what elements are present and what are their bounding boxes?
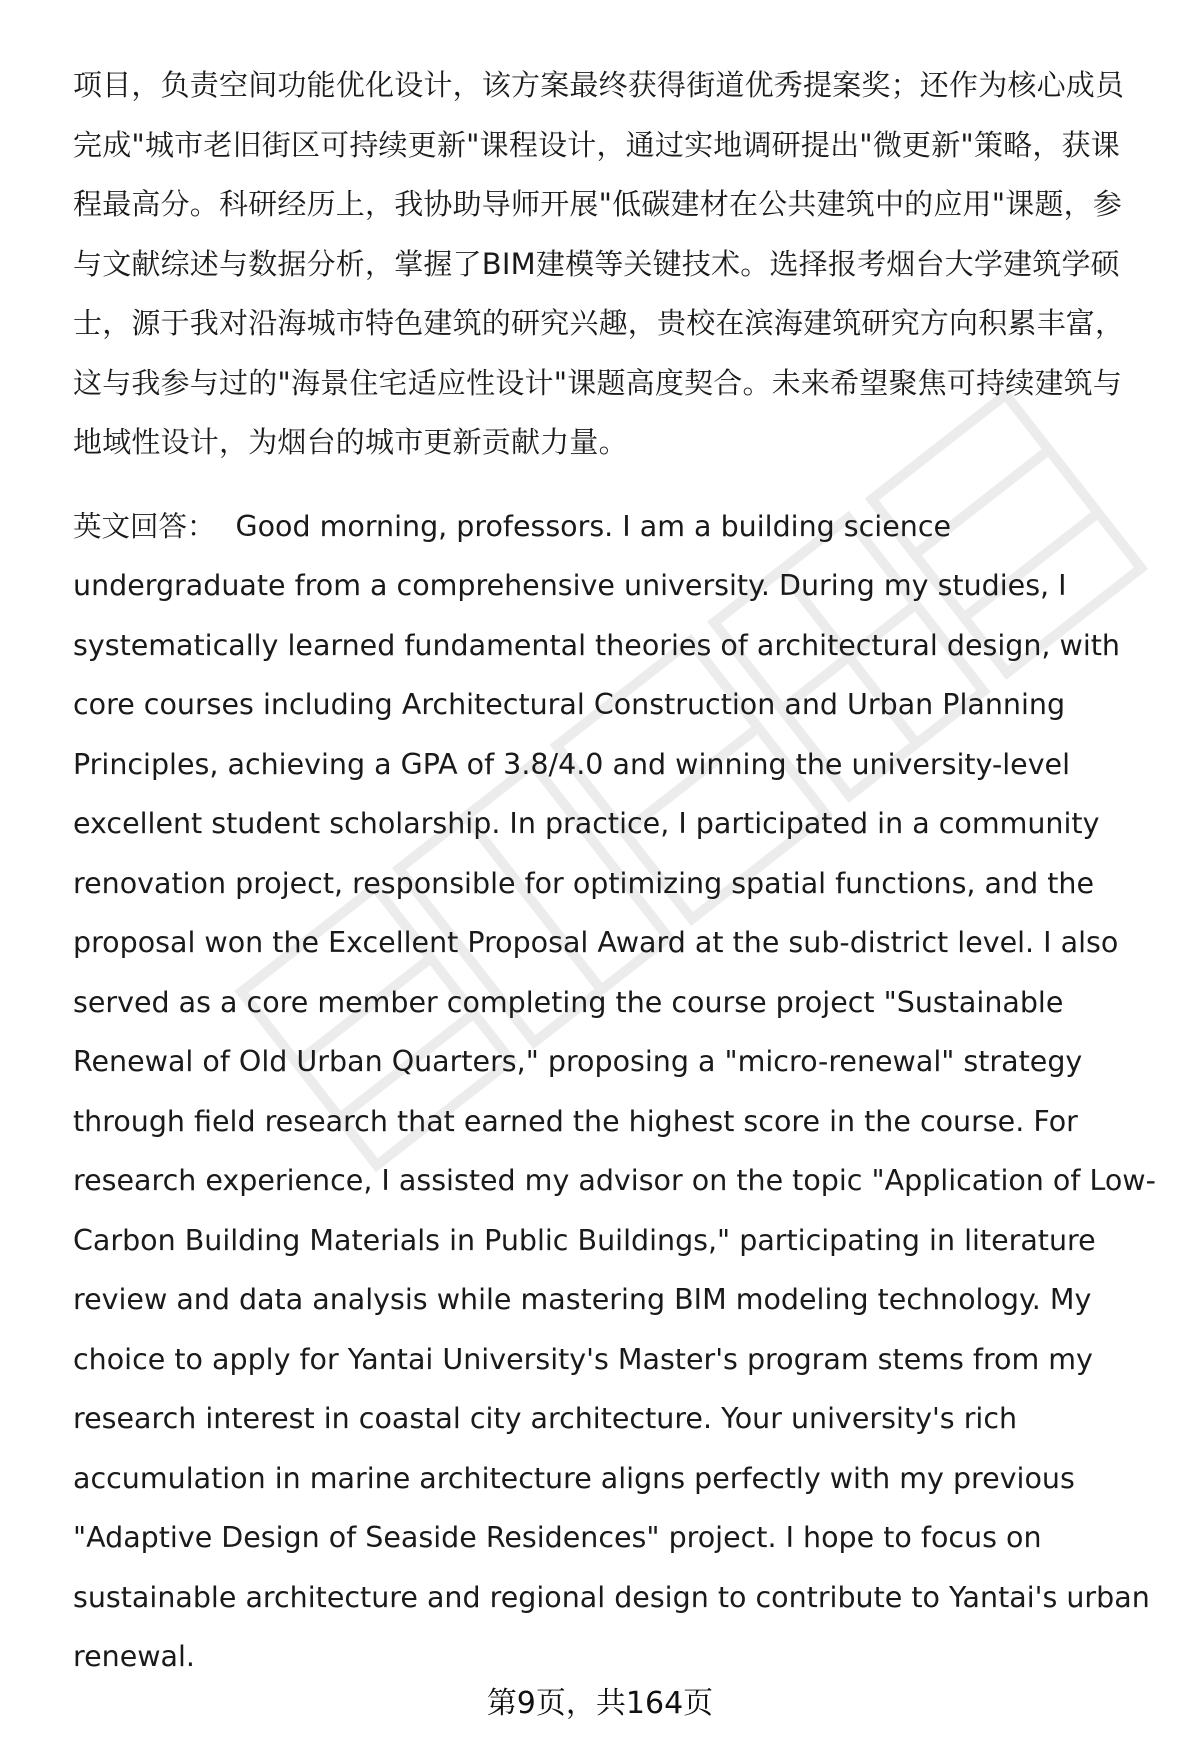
english-line: Carbon Building Materials in Public Buildings," participating in literature [73,1223,1096,1257]
english-line: review and data analysis while mastering BIM modeling technology. My [73,1283,1092,1316]
english-line: Renewal of Old Urban Quarters," proposing a "micro-renewal" strategy [73,1045,1083,1078]
english-line: renewal. [73,1640,195,1673]
english-line: Principles, achieving a GPA of 3.8/4.0 and winning the university-level [73,747,1071,781]
chinese-line: 完成"城市老旧街区可持续更新"课程设计，通过实地调研提出"微更新"策略，获课 [73,127,1120,162]
english-line: accumulation in marine architecture aligns perfectly with my previous [73,1461,1075,1495]
english-line: renovation project, responsible for optimizing spatial functions, and the [73,866,1094,900]
english-line: excellent student scholarship. In practice, I participated in a community [73,807,1100,840]
chinese-line: 地域性设计，为烟台的城市更新贡献力量。 [73,425,628,459]
english-line: sustainable architecture and regional design to contribute to Yantai's urban [73,1580,1150,1614]
document-body [73,56,1156,1687]
english-answer-label: 英文回答： [73,509,216,543]
chinese-answer-paragraph [73,56,1153,473]
english-line: undergraduate from a comprehensive university. During my studies, I [73,569,1067,602]
english-answer-paragraph [73,497,1156,1687]
english-line: choice to apply for Yantai University's Master's program stems from my [73,1342,1093,1376]
english-line: systematically learned fundamental theories of architectural design, with [73,628,1120,662]
page-number-footer: 第9页，共164页 [486,1686,714,1721]
chinese-line: 与文献综述与数据分析，掌握了BIM建模等关键技术。选择报考烟台大学建筑学硕 [73,246,1120,281]
chinese-line: 项目，负责空间功能优化设计，该方案最终获得街道优秀提案奖；还作为核心成员 [73,68,1125,102]
english-line: research experience, I assisted my advisor on the topic "Application of Low- [73,1164,1156,1197]
chinese-line: 士，源于我对沿海城市特色建筑的研究兴趣，贵校在滨海建筑研究方向积累丰富， [73,306,1125,340]
english-line: proposal won the Excellent Proposal Award at the sub-district level. I also [73,926,1119,959]
english-line: served as a core member completing the course project "Sustainable [73,985,1064,1019]
english-line-text: Good morning, professors. I am a building science [235,509,952,543]
english-line [73,497,1153,557]
english-line: research interest in coastal city architecture. Your university's rich [73,1402,1018,1435]
english-line: "Adaptive Design of Seaside Residences" project. I hope to focus on [73,1521,1042,1554]
chinese-line: 这与我参与过的"海景住宅适应性设计"课题高度契合。未来希望聚焦可持续建筑与 [73,365,1123,400]
english-line: core courses including Architectural Construction and Urban Planning [73,688,1066,721]
chinese-line: 程最高分。科研经历上，我协助导师开展"低碳建材在公共建筑中的应用"课题，参 [73,187,1123,221]
english-line: through field research that earned the highest score in the course. For [73,1104,1078,1138]
